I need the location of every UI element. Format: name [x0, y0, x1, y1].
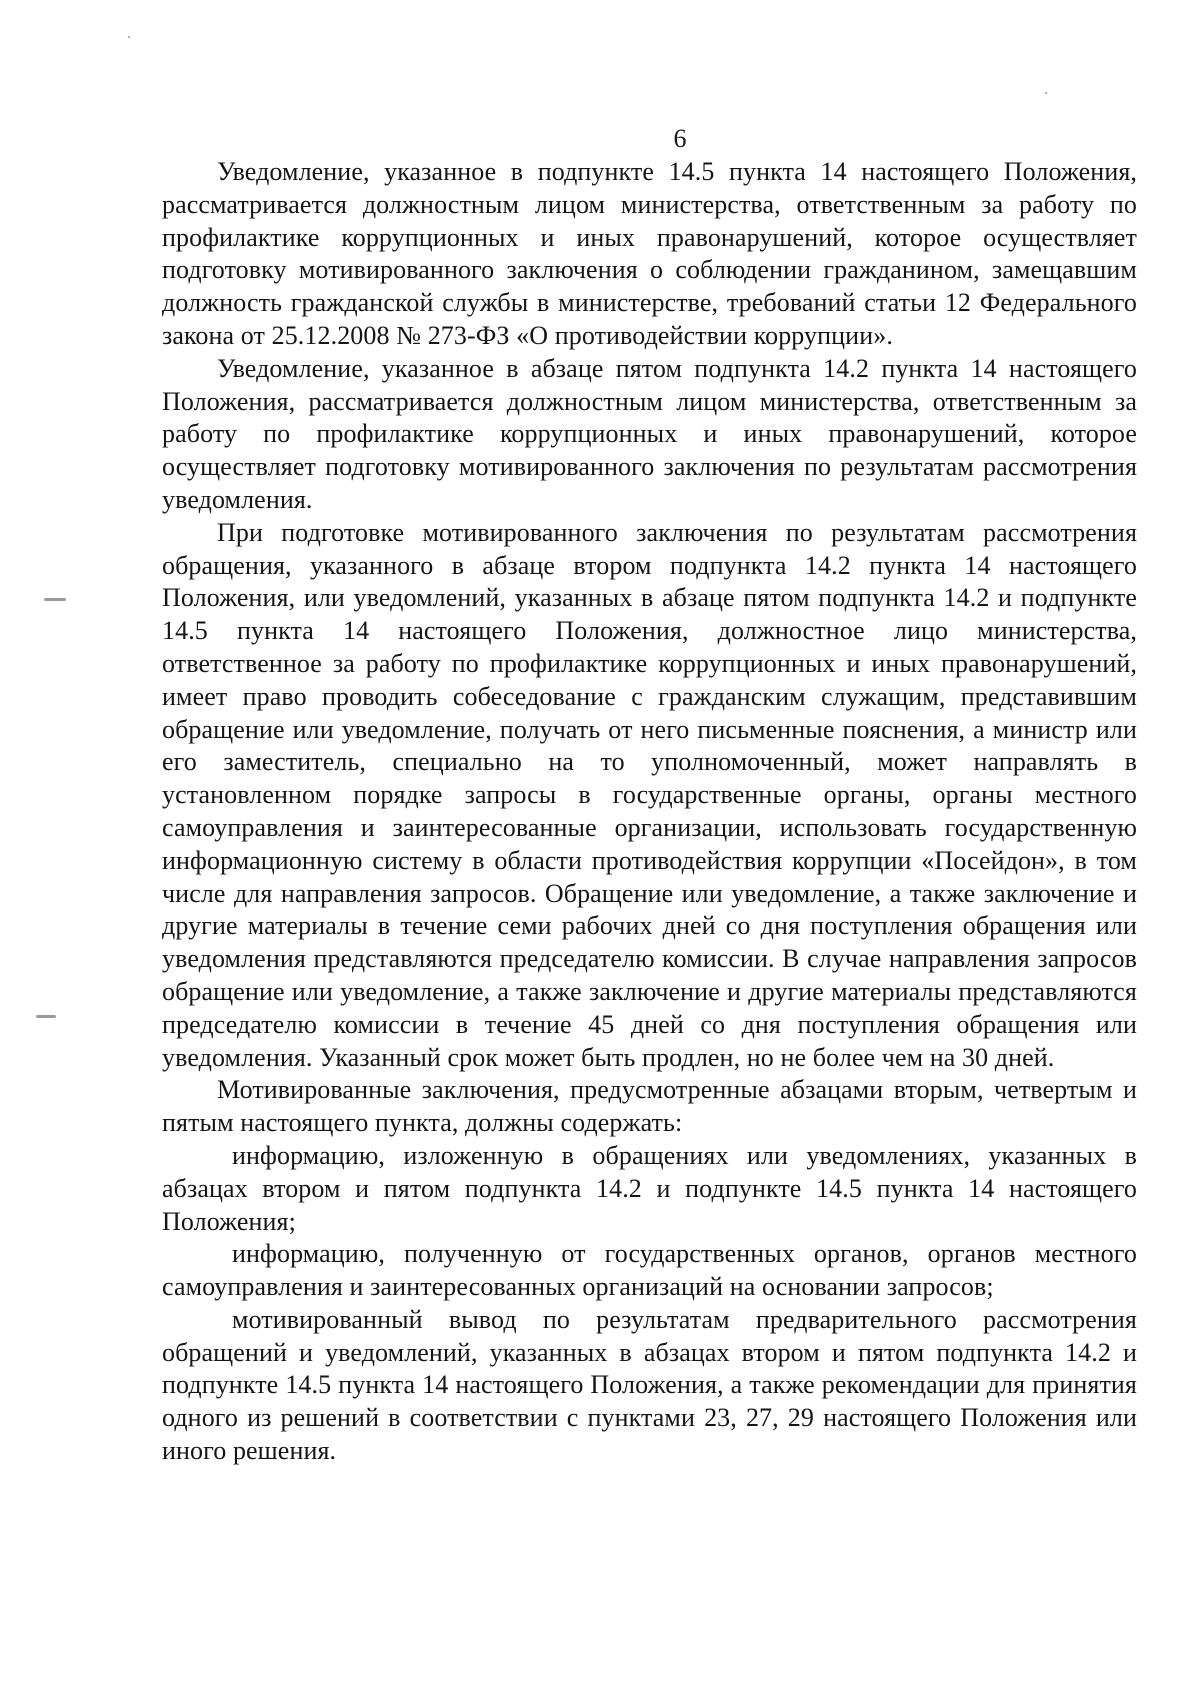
scan-mark [128, 36, 130, 38]
list-paragraph: информацию, полученную от государственных органов, органов местного самоуправления и заинтересованных организаций на основании запросов; [162, 1239, 1137, 1302]
scan-mark [1045, 92, 1047, 94]
list-paragraph: информацию, изложенную в обращениях или уведомлениях, указанных в абзацах втором и пятом подпункта 14.2 и подпункте 14.5 пункта 14 настоящего Положения; [162, 1140, 1137, 1236]
scan-mark [44, 598, 66, 601]
paragraph: Мотивированные заключения, предусмотренные абзацами вторым, четвертым и пятым настоящего пункта, должны содержать: [162, 1075, 1137, 1138]
scan-mark [36, 1015, 56, 1018]
document-body [162, 156, 1137, 1468]
list-paragraph: мотивированный вывод по результатам предварительного рассмотрения обращений и уведомлений, указанных в абзацах втором и пятом подпункта 14.2 и подпункте 14.5 пункта 14 настоящего Положения, а также рекомендации для принятия одного из решений в соответствии с пунктами 23, 27, 29 настоящего Положения или иного решения. [162, 1304, 1137, 1466]
page-number: 6 [673, 124, 687, 153]
paragraph: При подготовке мотивированного заключения по результатам рассмотрения обращения, указанного в абзаце втором подпункта 14.2 пункта 14 настоящего Положения, или уведомлений, указанных в абзаце пятом подпункта 14.2 и подпункте 14.5 пункта 14 настоящего Положения, должностное лицо министерства, ответственное за работу по профилактике коррупционных и иных правонарушений, имеет право проводить собеседование с гражданским служащим, представившим обращение или уведомление, получать от него письменные пояснения, а министр или его заместитель, специально на то уполномоченный, может направлять в установленном порядке запросы в государственные органы, органы местного самоуправления и заинтересованные организации, использовать государственную информационную систему в области противодействия коррупции «Посейдон», в том числе для направления запросов. Обращение или уведомление, а также заключение и другие материалы в течение семи рабочих дней со дня поступления обращения или уведомления представляются председателю комиссии. В случае направления запросов обращение или уведомление, а также заключение и другие материалы представляются председателю комиссии в течение 45 дней со дня поступления обращения или уведомления. Указанный срок может быть продлен, но не более чем на 30 дней. [162, 517, 1137, 1072]
paragraph: Уведомление, указанное в абзаце пятом подпункта 14.2 пункта 14 настоящего Положения, рассматривается должностным лицом министерства, ответственным за работу по профилактике коррупционных и иных правонарушений, которое осуществляет подготовку мотивированного заключения по результатам рассмотрения уведомления. [162, 353, 1137, 514]
paragraph: Уведомление, указанное в подпункте 14.5 пункта 14 настоящего Положения, рассматривается должностным лицом министерства, ответственным за работу по профилактике коррупционных и иных правонарушений, которое осуществляет подготовку мотивированного заключения о соблюдении гражданином, замещавшим должность гражданской службы в министерстве, требований статьи 12 Федерального закона от 25.12.2008 № 273-ФЗ «О противодействии коррупции». [162, 157, 1137, 350]
